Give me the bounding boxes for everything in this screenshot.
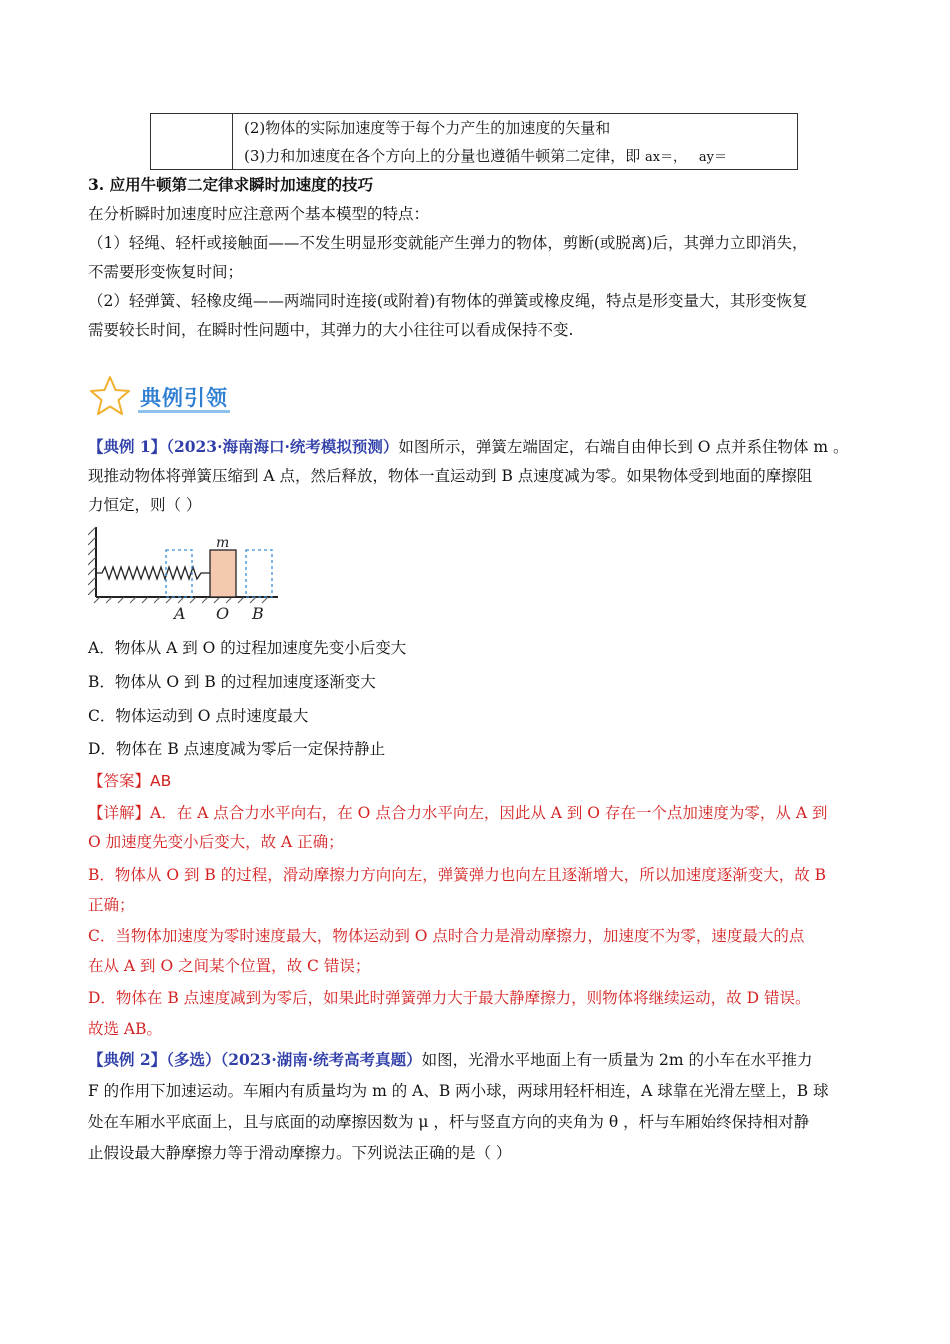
table-row-3-ax: ax＝， — [645, 150, 687, 165]
table-row-3-ay: ay＝ — [698, 150, 728, 165]
example1-stem-line1 — [88, 436, 849, 458]
star-icon — [88, 374, 132, 418]
example2-stem-text1: 如图，光滑水平地面上有一质量为 2m 的小车在水平推力 — [421, 1051, 813, 1069]
mass-label: m — [216, 535, 230, 551]
option-a: A．物体从 A 到 O 的过程加速度先变小后变大 — [88, 639, 407, 657]
option-d: D．物体在 B 点速度减为零后一定保持静止 — [88, 740, 386, 758]
banner-underline — [138, 410, 230, 413]
example1-stem-line2: 现推动物体将弹簧压缩到 A 点，然后释放，物体一直运动到 B 点速度减为零。如果物体受到地面的摩擦阻 — [88, 467, 813, 485]
detail-line-1 — [88, 802, 827, 824]
example-banner — [88, 372, 248, 422]
point-o-label: O — [216, 604, 230, 623]
example2-stem-line4: 止假设最大静摩擦力等于滑动摩擦力。下列说法正确的是（ ） — [88, 1144, 512, 1162]
detail-line-7: D．物体在 B 点速度减到为零后，如果此时弹簧弹力大于最大静摩擦力，则物体将继续运动，故 D 错误。 — [88, 989, 811, 1007]
mass-block — [210, 550, 236, 597]
section-p2-line2: 需要较长时间，在瞬时性问题中，其弹力的大小往往可以看成保持不变. — [88, 321, 574, 339]
spring-block-figure — [88, 525, 288, 625]
detail-text-1: A．在 A 点合力水平向右，在 O 点合力水平向左，因此从 A 到 O 存在一个点加速度为零，从 A 到 — [150, 804, 828, 822]
detail-line-3: B．物体从 O 到 B 的过程，滑动摩擦力方向向左，弹簧弹力也向左且逐渐增大，所以加速度逐渐变大，故 B — [88, 866, 827, 884]
option-c: C．物体运动到 O 点时速度最大 — [88, 707, 309, 725]
wall-hatch — [88, 527, 96, 595]
point-b-label: B — [252, 604, 264, 623]
option-b: B．物体从 O 到 B 的过程加速度逐渐变大 — [88, 673, 376, 691]
example2-source: （多选）（2023·湖南·统考高考真题） — [166, 1050, 422, 1069]
example2-stem-line1 — [88, 1049, 813, 1071]
summary-table — [150, 113, 798, 170]
example1-stem-text1: 如图所示，弹簧左端固定，右端自由伸长到 O 点并系住物体 m 。 — [398, 438, 849, 456]
example1-stem-line3: 力恒定，则（ ） — [88, 496, 202, 514]
example2-tag: 【典例 2】 — [88, 1050, 167, 1069]
answer-line — [88, 770, 171, 792]
point-a-label: A — [174, 604, 186, 623]
detail-line-5: C．当物体加速度为零时速度最大，物体运动到 O 点时合力是滑动摩擦力，加速度不为零，速度最大的点 — [88, 927, 805, 945]
example1-tag: 【典例 1】 — [88, 437, 167, 456]
table-column-divider — [232, 114, 233, 169]
banner-label: 典例引领 — [140, 386, 228, 410]
example2-stem-line2: F 的作用下加速运动。车厢内有质量均为 m 的 A、B 两小球，两球用轻杆相连，A 球靠在光滑左壁上，B 球 — [88, 1082, 829, 1100]
detail-line-8: 故选 AB。 — [88, 1020, 163, 1038]
detail-tag: 【详解】 — [88, 804, 151, 822]
section-p2-line1: （2）轻弹簧、轻橡皮绳——两端同时连接(或附着)有物体的弹簧或橡皮绳，特点是形变量大，其形变恢复 — [88, 292, 808, 310]
section-p1-line2: 不需要形变恢复时间； — [88, 263, 244, 281]
table-row-2: (2)物体的实际加速度等于每个力产生的加速度的矢量和 — [244, 119, 611, 137]
spring-coil — [96, 567, 210, 579]
example2-stem-line3: 处在车厢水平底面上，且与底面的动摩擦因数为 μ ，杆与竖直方向的夹角为 θ ，杆与车厢始终保持相对静 — [88, 1113, 810, 1131]
section-p1-line1: （1）轻绳、轻杆或接触面——不发生明显形变就能产生弹力的物体，剪断(或脱离)后，其弹力立即消失， — [88, 234, 808, 252]
detail-line-6: 在从 A 到 O 之间某个位置，故 C 错误； — [88, 957, 371, 975]
section-intro: 在分析瞬时加速度时应注意两个基本模型的特点： — [88, 205, 430, 223]
detail-line-2: O 加速度先变小后变大，故 A 正确； — [88, 833, 344, 851]
answer-tag: 【答案】 — [88, 772, 151, 790]
table-row-3-text: (3)力和加速度在各个方向上的分量也遵循牛顿第二定律，即 — [244, 147, 641, 165]
dashed-box-b — [246, 550, 272, 597]
answer-value: AB — [150, 772, 172, 790]
section-title: 3. 应用牛顿第二定律求瞬时加速度的技巧 — [88, 175, 374, 194]
table-row-3 — [244, 145, 727, 166]
example1-source: （2023·海南海口·统考模拟预测） — [166, 437, 399, 456]
detail-line-4: 正确； — [88, 896, 135, 914]
